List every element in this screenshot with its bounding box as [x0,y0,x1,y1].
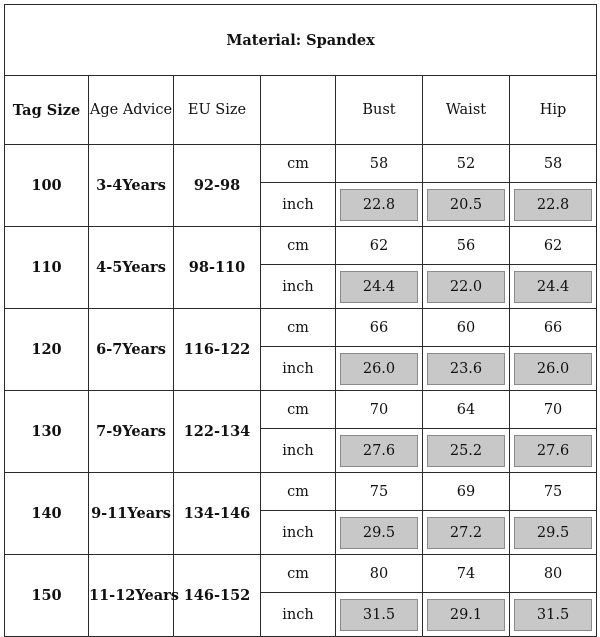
bust-cm-value: 70 [369,401,389,418]
bust-inch-cell [336,183,423,227]
age-advice-cell: 4-5Years [89,227,174,309]
hip-inch-cell [510,511,597,555]
unit-cm-cell: cm [261,391,336,429]
hip-inch-cell [510,265,597,309]
eu-size-cell: 92-98 [174,145,261,227]
waist-cm-cell [423,555,510,593]
waist-cm-value: 52 [456,155,476,172]
waist-cm-cell [423,473,510,511]
bust-cm-cell [336,145,423,183]
hip-cm-value: 80 [543,565,563,582]
hip-cm-cell [510,309,597,347]
unit-cm-cell: cm [261,145,336,183]
bust-cm-cell [336,473,423,511]
waist-cm-value: 56 [456,237,476,254]
hip-cm-cell [510,227,597,265]
bust-cm-value: 66 [369,319,389,336]
table-row [5,555,597,593]
waist-cm-cell [423,227,510,265]
age-advice-cell: 11-12Years [89,555,174,637]
header-bust: Bust [336,76,423,145]
bust-inch-value: 31.5 [340,599,418,631]
bust-cm-cell [336,309,423,347]
bust-cm-cell [336,555,423,593]
hip-cm-value: 75 [543,483,563,500]
bust-cm-cell [336,391,423,429]
age-advice-cell: 9-11Years [89,473,174,555]
unit-cm-cell: cm [261,473,336,511]
waist-cm-value: 69 [456,483,476,500]
unit-inch-cell: inch [261,593,336,637]
hip-cm-value: 62 [543,237,563,254]
unit-inch-cell: inch [261,429,336,473]
eu-size-cell: 134-146 [174,473,261,555]
bust-inch-value: 24.4 [340,271,418,303]
header-age-advice: Age Advice [89,76,174,145]
unit-inch-cell: inch [261,347,336,391]
hip-inch-value: 27.6 [514,435,592,467]
tag-size-cell: 150 [5,555,89,637]
bust-inch-value: 26.0 [340,353,418,385]
waist-cm-cell [423,391,510,429]
waist-inch-cell [423,347,510,391]
waist-inch-cell [423,511,510,555]
hip-cm-cell [510,391,597,429]
waist-cm-value: 64 [456,401,476,418]
waist-cm-cell [423,309,510,347]
tag-size-cell: 110 [5,227,89,309]
bust-cm-value: 58 [369,155,389,172]
table-title: Material: Spandex [5,5,597,76]
unit-inch-cell: inch [261,183,336,227]
hip-cm-cell [510,145,597,183]
hip-inch-cell [510,347,597,391]
hip-cm-cell [510,473,597,511]
waist-inch-value: 27.2 [427,517,505,549]
waist-inch-cell [423,265,510,309]
unit-cm-cell: cm [261,227,336,265]
hip-inch-cell [510,429,597,473]
eu-size-cell: 122-134 [174,391,261,473]
header-unit [261,76,336,145]
table-row [5,227,597,265]
waist-inch-value: 20.5 [427,189,505,221]
bust-inch-value: 27.6 [340,435,418,467]
unit-cm-cell: cm [261,555,336,593]
hip-inch-cell [510,593,597,637]
unit-cm-cell: cm [261,309,336,347]
age-advice-cell: 7-9Years [89,391,174,473]
table-row [5,145,597,183]
hip-inch-value: 31.5 [514,599,592,631]
hip-cm-value: 58 [543,155,563,172]
hip-inch-value: 29.5 [514,517,592,549]
bust-inch-value: 22.8 [340,189,418,221]
waist-inch-value: 22.0 [427,271,505,303]
header-waist: Waist [423,76,510,145]
bust-cm-cell [336,227,423,265]
waist-inch-value: 29.1 [427,599,505,631]
waist-inch-cell [423,183,510,227]
hip-inch-cell [510,183,597,227]
unit-inch-cell: inch [261,511,336,555]
hip-inch-value: 22.8 [514,189,592,221]
tag-size-cell: 130 [5,391,89,473]
eu-size-cell: 116-122 [174,309,261,391]
tag-size-cell: 120 [5,309,89,391]
bust-cm-value: 80 [369,565,389,582]
waist-cm-cell [423,145,510,183]
hip-cm-value: 70 [543,401,563,418]
header-row [5,76,597,145]
unit-inch-cell: inch [261,265,336,309]
age-advice-cell: 3-4Years [89,145,174,227]
table-row [5,309,597,347]
bust-inch-cell [336,265,423,309]
bust-inch-cell [336,347,423,391]
bust-cm-value: 75 [369,483,389,500]
waist-inch-value: 25.2 [427,435,505,467]
header-tag-size: Tag Size [5,76,89,145]
size-table [4,4,597,637]
bust-inch-cell [336,593,423,637]
hip-cm-cell [510,555,597,593]
header-hip: Hip [510,76,597,145]
age-advice-cell: 6-7Years [89,309,174,391]
eu-size-cell: 98-110 [174,227,261,309]
waist-inch-cell [423,593,510,637]
waist-cm-value: 74 [456,565,476,582]
hip-inch-value: 24.4 [514,271,592,303]
header-eu-size: EU Size [174,76,261,145]
table-row [5,473,597,511]
bust-cm-value: 62 [369,237,389,254]
tag-size-cell: 140 [5,473,89,555]
table-row [5,391,597,429]
bust-inch-cell [336,511,423,555]
waist-inch-cell [423,429,510,473]
hip-inch-value: 26.0 [514,353,592,385]
waist-cm-value: 60 [456,319,476,336]
waist-inch-value: 23.6 [427,353,505,385]
bust-inch-value: 29.5 [340,517,418,549]
tag-size-cell: 100 [5,145,89,227]
eu-size-cell: 146-152 [174,555,261,637]
hip-cm-value: 66 [543,319,563,336]
bust-inch-cell [336,429,423,473]
